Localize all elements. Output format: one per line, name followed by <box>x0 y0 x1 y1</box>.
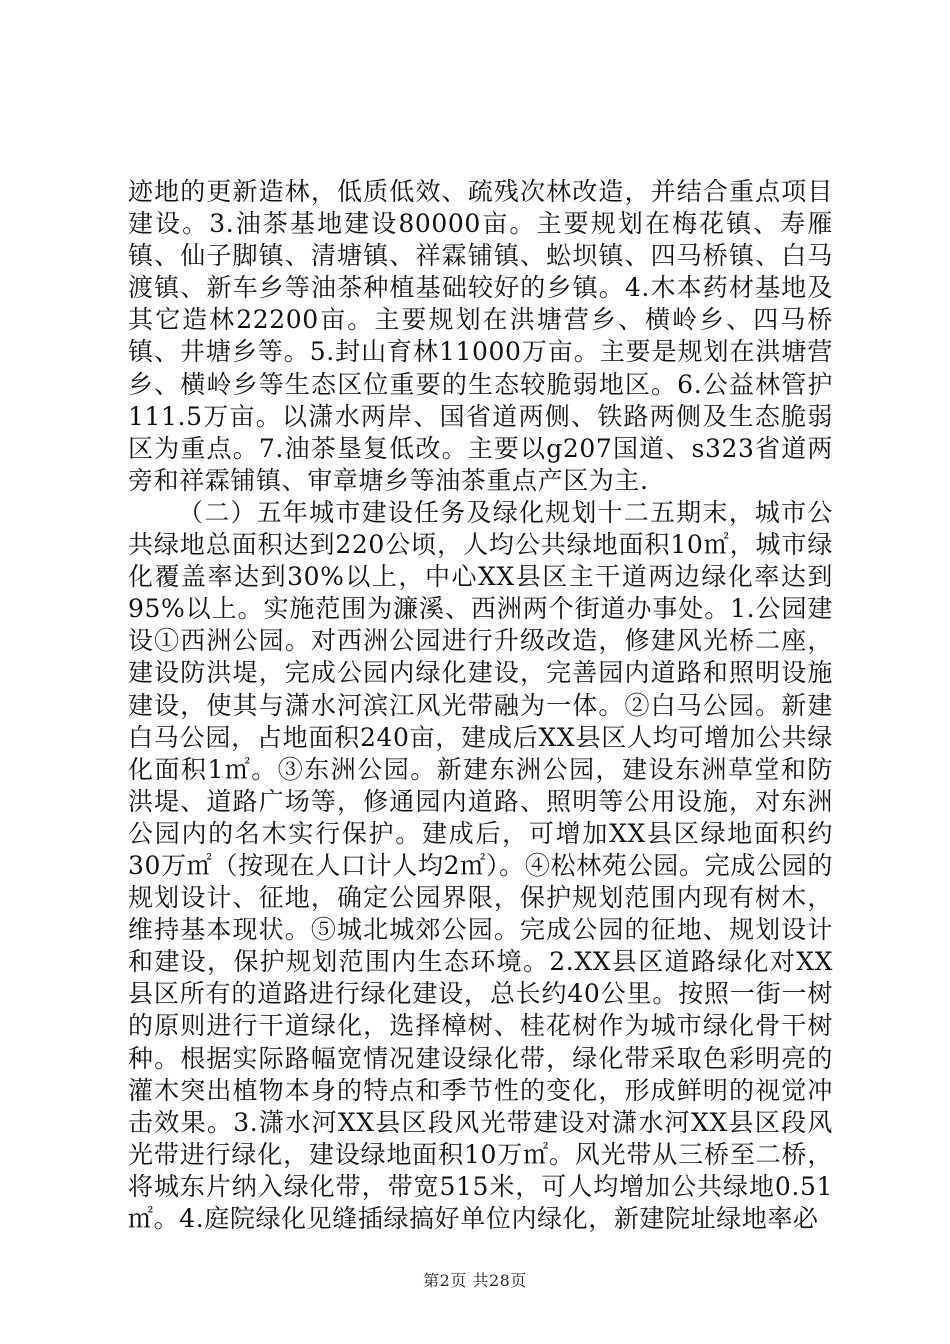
paragraph-urban-greening: （二）五年城市建设任务及绿化规划十二五期末，城市公共绿地总面积达到220公顷，人均公共绿地面积10㎡，城市绿化覆盖率达到30%以上，中心XX县区主干道两边绿化率达到95%以上。实施范围为濂溪、西洲两个街道办事处。1.公园建设①西洲公园。对西洲公园进行升级改造，修建风光桥二座，建设防洪堤，完成公园内绿化建设，完善园内道路和照明设施建设，使其与潇水河滨江风光带融为一体。②白马公园。新建白马公园，占地面积240亩，建成后XX县区人均可增加公共绿化面积1㎡。③东洲公园。新建东洲公园，建设东洲草堂和防洪堤、道路广场等，修通园内道路、照明等公用设施，对东洲公园内的名木实行保护。建成后，可增加XX县区绿地面积约30万㎡（按现在人口计人均2㎡）。④松林苑公园。完成公园的规划设计、征地，确定公园界限，保护规划范围内现有树木，维持基本现状。⑤城北城郊公园。完成公园的征地、规划设计和建设，保护规划范围内生态环境。2.XX县区道路绿化对XX县区所有的道路进行绿化建设，总长约40公里。按照一街一树的原则进行干道绿化，选择樟树、桂花树作为城市绿化骨干树种。根据实际路幅宽情况建设绿化带，绿化带采取色彩明亮的灌木突出植物本身的特点和季节性的变化，形成鲜明的视觉冲击效果。3.潇水河XX县区段风光带建设对潇水河XX县区段风光带进行绿化，建设绿地面积10万㎡。风光带从三桥至二桥，将城东片纳入绿化带，带宽515米，可人均增加公共绿地0.51㎡。4.庭院绿化见缝插绿搞好单位内绿化，新建院址绿地率必 <box>128 497 833 1233</box>
page-number-footer: 第2页 共28页 <box>423 1271 527 1290</box>
paragraph-forestry-tasks: 迹地的更新造林，低质低效、疏残次林改造，并结合重点项目建设。3.油茶基地建设80000亩。主要规划在梅花镇、寿雁镇、仙子脚镇、清塘镇、祥霖铺镇、蚣坝镇、四马桥镇、白马渡镇、新车乡等油茶种植基础较好的乡镇。4.木本药材基地及其它造林22200亩。主要规划在洪塘营乡、横岭乡、四马桥镇、井塘乡等。5.封山育林11000万亩。主要是规划在洪塘营乡、横岭乡等生态区位重要的生态较脆弱地区。6.公益林管护111.5万亩。以潇水两岸、国省道两侧、铁路两侧及生态脆弱区为重点。7.油茶垦复低改。主要以g207国道、s323省道两旁和祥霖铺镇、审章塘乡等油茶重点产区为主. <box>128 177 833 495</box>
document-body <box>128 176 833 1235</box>
